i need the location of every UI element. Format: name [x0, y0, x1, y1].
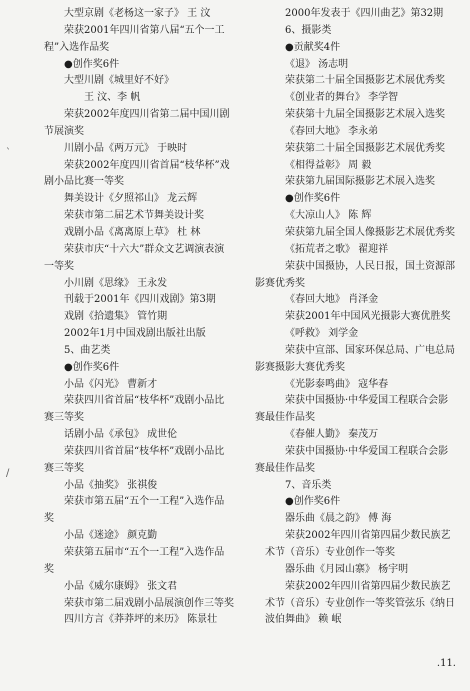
right-text-column [255, 6, 460, 629]
text-line: 四川方言《莽莽坪的来历》 陈景壮 [64, 614, 218, 626]
text-line: 节展演奖 [44, 125, 84, 137]
text-line: 荣获四川省首届“枝华杯”戏剧小品比 [64, 445, 225, 457]
text-line: 小品《迷途》 颜克勤 [64, 530, 158, 542]
text-line: 荣获市庆“十六大”群众文艺调演表演 [64, 243, 225, 255]
text-line: 影赛摄影大赛优秀奖 [255, 361, 345, 373]
text-line: 2002年1月中国戏剧出版社出版 [64, 328, 206, 340]
text-line: ●创作奖6件 [285, 496, 341, 508]
text-line: 器乐曲《晨之韵》 傅 海 [285, 513, 392, 525]
text-line: 荣获2002年四川省第四届少数民族艺 [285, 530, 451, 542]
text-line: 《春回大地》 肖泽金 [285, 294, 379, 306]
text-line: 剧小品比赛一等奖 [44, 176, 124, 188]
text-line: 2000年发表于《四川曲艺》第32期 [285, 8, 444, 19]
text-line: 大型川剧《城里好不好》 [64, 75, 174, 87]
text-line: 小川剧《思缘》 王永发 [64, 277, 168, 289]
text-line: 刊载于2001年《四川戏剧》第3期 [64, 294, 216, 306]
text-line: 荣获第二十届全国摄影艺术展优秀奖 [285, 142, 445, 154]
text-line: 波伯舞曲》 赖 岷 [265, 614, 342, 626]
text-line: 小品《闪光》 曹新才 [64, 378, 158, 390]
text-line: 荣获第五届市“五个一工程”入选作品 [64, 547, 225, 558]
text-line: ●创作奖6件 [285, 193, 341, 205]
text-line: 荣获第十九届全国摄影艺术展入选奖 [285, 109, 445, 121]
text-line: 荣获第九届全国人像摄影艺术展优秀奖 [285, 226, 455, 238]
text-line: 赛三等奖 [44, 462, 84, 474]
text-line: 荣获市第二届戏剧小品展演创作三等奖 [64, 597, 234, 609]
text-line: 戏剧《拾遗集》 管竹期 [64, 311, 168, 323]
page-number: .11. [436, 658, 456, 669]
text-line: 赛三等奖 [44, 412, 84, 424]
text-line: 一等奖 [44, 260, 74, 272]
text-line: 荣获中国摄协·中华爱国工程联合会影 [285, 395, 449, 407]
text-line: 舞美设计《夕照祁山》 龙云辉 [64, 193, 198, 205]
text-line: 荣获市第二届艺术节舞美设计奖 [64, 210, 204, 222]
text-line: 小品《威尔康姆》 张文君 [64, 580, 178, 592]
text-line: 《大凉山人》 陈 辉 [285, 210, 372, 222]
text-line: 奖 [44, 563, 54, 575]
text-line: 荣获2002年度四川省第二届中国川剧 [64, 109, 230, 121]
text-line: 《呼救》 刘学金 [285, 328, 359, 340]
text-line: 《光影泰鸣曲》 寇华春 [285, 378, 389, 390]
text-line: 荣获2002年四川省第四届少数民族艺 [285, 580, 451, 592]
margin-mark: ˋ [6, 148, 11, 159]
text-line: 荣获2001年四川省第八届“五个一工 [64, 24, 225, 36]
text-line: ●创作奖6件 [64, 361, 120, 373]
margin-mark: / [6, 468, 10, 479]
text-line: 话剧小品《承包》 成世伦 [64, 429, 178, 441]
text-line: 赛最佳作品奖 [255, 462, 315, 474]
text-line: 程”入选作品奖 [44, 41, 110, 53]
text-line: 荣获中宣部、国家环保总局、广电总局 [285, 344, 455, 356]
text-line: 5、曲艺类 [64, 344, 111, 356]
text-line: 《创业者的舞台》 李学智 [285, 92, 399, 104]
text-line: 影赛优秀奖 [255, 277, 305, 289]
text-line: 王 汶、李 帆 [84, 92, 141, 104]
text-line: 荣获中国摄协，人民日报，国土资源部 [285, 260, 455, 272]
text-line: 7、音乐类 [285, 479, 332, 491]
text-line: ●创作奖6件 [64, 58, 120, 70]
text-line: 《退》 汤志明 [285, 58, 349, 70]
text-line: 赛最佳作品奖 [255, 412, 315, 424]
text-line: 戏剧小品《离离原上草》 杜 林 [64, 226, 201, 238]
text-line: 荣获中国摄协·中华爱国工程联合会影 [285, 445, 449, 457]
text-line: 荣获2001年中国风光摄影大赛优胜奖 [285, 311, 451, 323]
text-line: 《拓荒者之歌》 翟迎祥 [285, 243, 389, 255]
text-line: 器乐曲《月园山寨》 杨宇明 [285, 563, 409, 575]
text-line: 术节（音乐）专业创作一等奖 [265, 547, 395, 558]
text-line: 荣获2002年度四川省首届“枝华杯”戏 [64, 159, 230, 171]
text-line: 荣获第二十届全国摄影艺术展优秀奖 [285, 75, 445, 87]
text-line: 荣获四川省首届“枝华杯”戏剧小品比 [64, 395, 225, 407]
text-line: 《相得益彰》 周 毅 [285, 159, 372, 171]
text-line: 荣获市第五届“五个一工程”入选作品 [64, 496, 225, 508]
text-line: 川剧小品《两万元》 于映时 [64, 142, 188, 154]
text-line: ●贡献奖4件 [285, 41, 341, 53]
text-line: 荣获第九届国际摄影艺术展入选奖 [285, 176, 435, 188]
text-line: 奖 [44, 513, 54, 525]
text-line: 《春回大地》 李永弟 [285, 125, 379, 137]
left-text-column [44, 6, 250, 629]
text-line: 术节（音乐）专业创作一等奖管弦乐《纳日 [265, 597, 455, 609]
text-line: 《春催人勤》 秦茂万 [285, 429, 379, 441]
text-line: 大型京剧《老杨这一家子》 王 汶 [64, 8, 211, 19]
text-line: 6、摄影类 [285, 24, 332, 36]
text-line: 小品《抽奖》 张祺俊 [64, 479, 158, 491]
